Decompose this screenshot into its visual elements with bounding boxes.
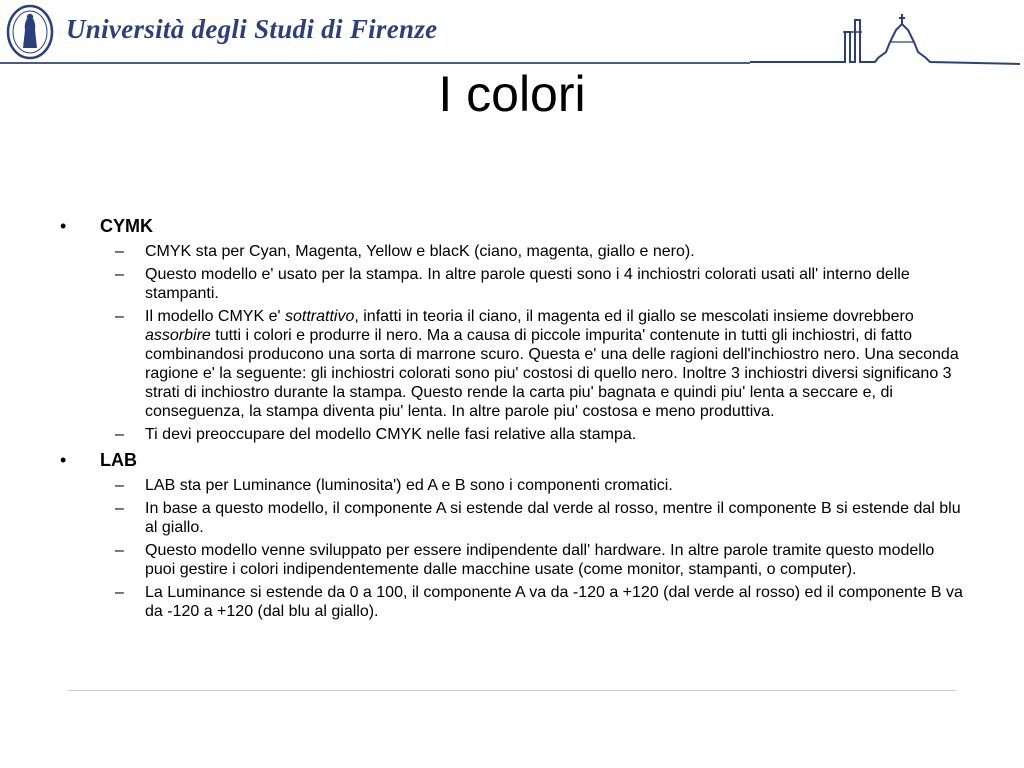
sub-item-text: LAB sta per Luminance (luminosita') ed A e B sono i componenti cromatici. [145,477,673,494]
sub-item-text: Il modello CMYK e' [145,308,285,325]
bullet-item-lab [60,448,965,472]
sub-item-text: CMYK sta per Cyan, Magenta, Yellow e blacK (ciano, magenta, giallo e nero). [145,243,695,260]
sub-item-text: tutti i colori e produrre il nero. Ma a causa di piccole impurita' contenute in tutti gli inchiostri, di fatto combinandosi producono una sorta di marrone scuro. Questa e' una delle ragioni dell'inchiostro nero. Una seconda ragione e' la seguente: gli inchiostri colorati sono piu' costosi di quello nero. Inoltre 3 inchiostri diversi significano 3 strati di inchiostro durante la stampa. Questo rende la carta piu' bagnata e quindi piu' lenta a seccare e, di conseguenza, la stampa diventa piu' lenta. In altre parole piu' costosa e meno produttiva. [145,327,959,420]
sub-item-text: Ti devi preoccupare del modello CMYK nelle fasi relative alla stampa. [145,426,637,443]
sub-item-text: , infatti in teoria il ciano, il magenta ed il giallo se mescolati insieme dovrebbero [354,308,914,325]
sub-item-text: In base a questo modello, il componente A si estende dal verde al rosso, mentre il componente B si estende dal blu al giallo. [145,500,961,536]
header [0,0,1024,70]
dash-marker: – [115,243,124,260]
footer-divider [68,690,956,691]
sub-item-text: Questo modello venne sviluppato per essere indipendente dall' hardware. In altre parole tramite questo modello puoi gestire i colori indipendentemente dalle macchine usate (come monitor, stampanti, o computer). [145,542,935,578]
dash-marker: – [115,308,124,325]
bullet-marker: • [60,450,67,470]
sub-item [60,307,965,421]
dash-marker: – [115,500,124,517]
sub-item [60,242,965,261]
dash-marker: – [115,477,124,494]
section-heading: CYMK [100,216,153,236]
section-heading: LAB [100,450,137,470]
sub-item [60,541,965,579]
bullet-marker: • [60,216,67,236]
sub-item [60,476,965,495]
dash-marker: – [115,584,124,601]
dash-marker: – [115,542,124,559]
sub-item [60,499,965,537]
emphasized-text: assorbire [145,327,211,344]
bullet-item-cymk [60,214,965,238]
university-seal-icon [6,4,54,60]
sub-item-text: La Luminance si estende da 0 a 100, il componente A va da -120 a +120 (dal verde al rosso) ed il componente B va da -120 a +120 (dal blu al giallo). [145,584,963,620]
sub-item [60,425,965,444]
slide-content [60,214,965,625]
dash-marker: – [115,266,124,283]
sub-item-text: Questo modello e' usato per la stampa. In altre parole questi sono i 4 inchiostri colorati usati all' interno delle stampanti. [145,266,910,302]
emphasized-text: sottrattivo [285,308,355,325]
sub-item [60,583,965,621]
university-name: Università degli Studi di Firenze [66,14,438,44]
page-title: I colori [438,66,586,122]
sub-item [60,265,965,303]
dash-marker: – [115,426,124,443]
